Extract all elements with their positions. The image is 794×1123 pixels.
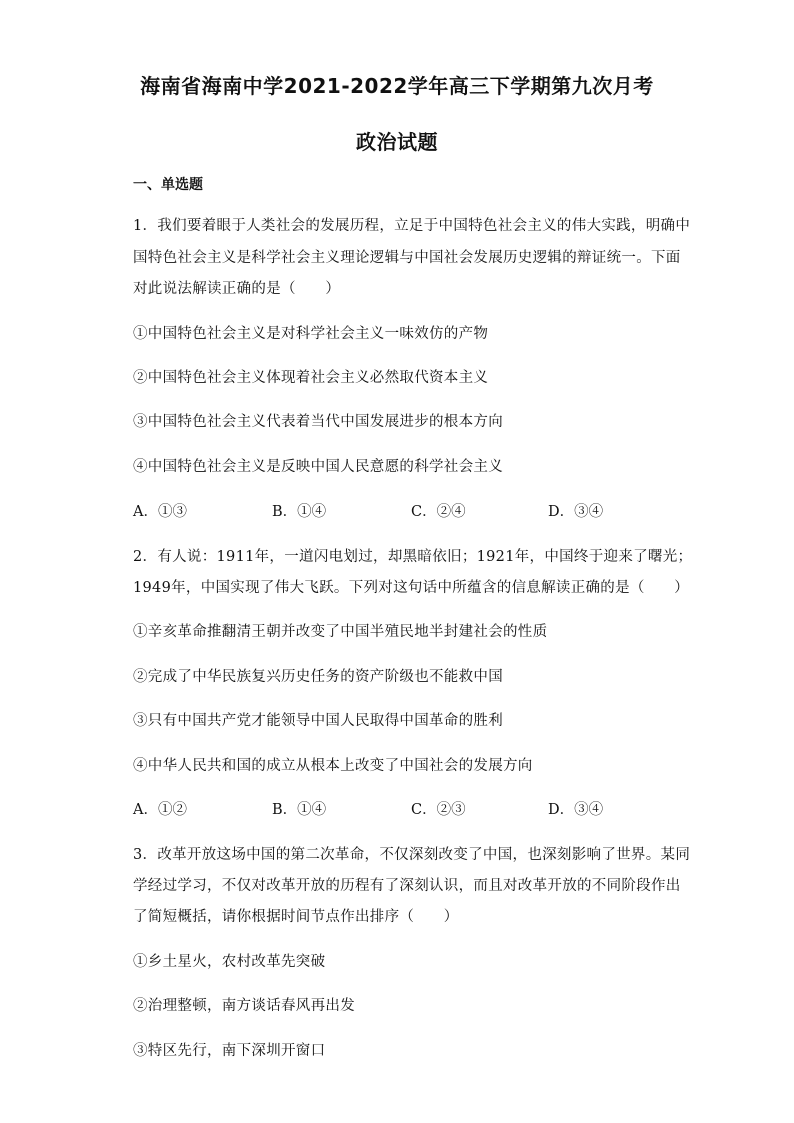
q3-stem-line-3: 了简短概括，请你根据时间节点作出排序（ ）	[133, 909, 459, 925]
q1-statement-4: ④中国特色社会主义是反映中国人民意愿的科学社会主义	[133, 459, 503, 475]
document-subtitle: 政治试题	[356, 130, 438, 154]
q1-option-a[interactable]: A．①③	[133, 504, 187, 520]
q1-option-b[interactable]: B．①④	[272, 504, 327, 520]
q2-statement-4: ④中华人民共和国的成立从根本上改变了中国社会的发展方向	[133, 758, 533, 774]
section-heading: 一、单选题	[133, 177, 203, 193]
q3-stem-line-2: 学经过学习，不仅对改革开放的历程有了深刻认识，而且对改革开放的不同阶段作出	[133, 878, 681, 894]
q2-option-b[interactable]: B．①④	[272, 802, 327, 818]
q2-statement-3: ③只有中国共产党才能领导中国人民取得中国革命的胜利	[133, 713, 503, 729]
q3-statement-1: ①乡土星火，农村改革先突破	[133, 954, 326, 970]
q1-statement-3: ③中国特色社会主义代表着当代中国发展进步的根本方向	[133, 414, 503, 430]
q3-statement-2: ②治理整顿，南方谈话春风再出发	[133, 998, 355, 1014]
q2-stem-line-2: 1949年，中国实现了伟大飞跃。下列对这句话中所蕴含的信息解读正确的是（ ）	[133, 580, 690, 596]
q2-option-d[interactable]: D．③④	[548, 802, 604, 818]
q2-option-a[interactable]: A．①②	[133, 802, 187, 818]
q2-statement-1: ①辛亥革命推翻清王朝并改变了中国半殖民地半封建社会的性质	[133, 624, 548, 640]
q1-stem-line-1: 1．我们要着眼于人类社会的发展历程，立足于中国特色社会主义的伟大实践，明确中	[133, 218, 691, 234]
q1-option-d[interactable]: D．③④	[548, 504, 604, 520]
q2-option-c[interactable]: C．②③	[411, 802, 466, 818]
document-title: 海南省海南中学2021-2022学年高三下学期第九次月考	[140, 74, 654, 98]
q1-stem-line-3: 对此说法解读正确的是（ ）	[133, 281, 341, 297]
q1-statement-1: ①中国特色社会主义是对科学社会主义一味效仿的产物	[133, 326, 489, 342]
q3-stem-line-1: 3．改革开放这场中国的第二次革命，不仅深刻改变了中国，也深刻影响了世界。某同	[133, 847, 691, 863]
q1-statement-2: ②中国特色社会主义体现着社会主义必然取代资本主义	[133, 370, 489, 386]
q2-statement-2: ②完成了中华民族复兴历史任务的资产阶级也不能救中国	[133, 669, 503, 685]
q3-statement-3: ③特区先行，南下深圳开窗口	[133, 1043, 326, 1059]
q1-stem-line-2: 国特色社会主义是科学社会主义理论逻辑与中国社会发展历史逻辑的辩证统一。下面	[133, 250, 681, 266]
q2-stem-line-1: 2．有人说：1911年，一道闪电划过，却黑暗依旧；1921年，中国终于迎来了曙光；	[133, 549, 693, 565]
q1-option-c[interactable]: C．②④	[411, 504, 466, 520]
